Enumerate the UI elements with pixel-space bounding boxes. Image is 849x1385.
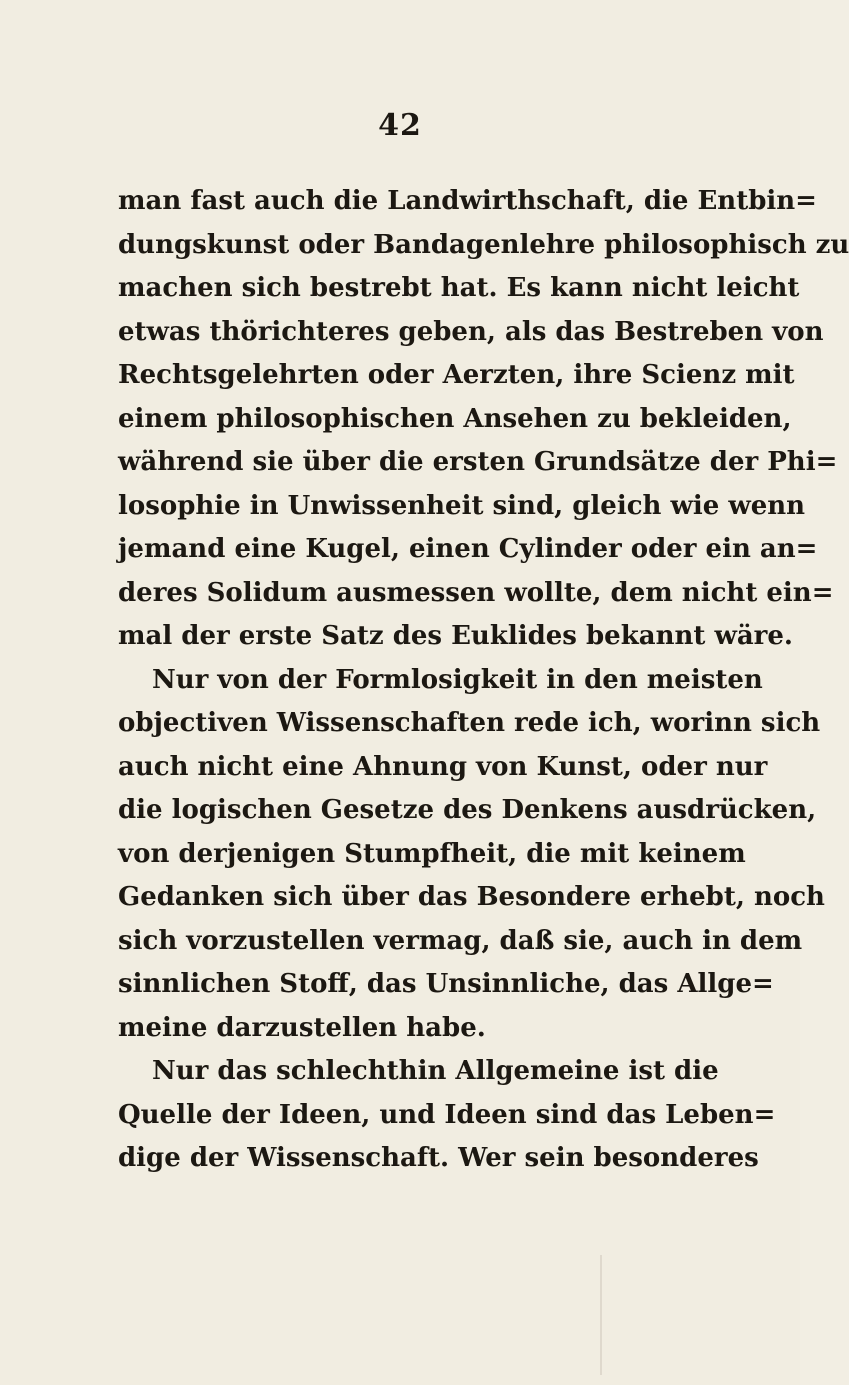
text-line: während sie über die ersten Grundsätze der Phi= (118, 447, 838, 477)
text-line: Rechtsgelehrten oder Aerzten, ihre Scienz mit (118, 360, 795, 390)
text-line: losophie in Unwissenheit sind, gleich wie wenn (118, 490, 806, 521)
ink-bleed-mark (600, 1255, 602, 1375)
paragraph-1 (118, 180, 849, 659)
text-line: Quelle der Ideen, und Ideen sind das Leben= (118, 1099, 776, 1130)
text-line: Nur das schlechthin Allgemeine ist die (152, 1056, 719, 1086)
text-line: meine darzustellen habe. (118, 1012, 486, 1043)
text-line: von derjenigen Stumpfheit, die mit keinem (118, 838, 746, 869)
text-line: etwas thörichteres geben, als das Bestreben von (118, 316, 824, 347)
text-line: man fast auch die Landwirthschaft, die Entbin= (118, 186, 817, 216)
text-line: sinnlichen Stoff, das Unsinnliche, das Allge= (118, 969, 774, 999)
text-line: machen sich bestrebt hat. Es kann nicht leicht (118, 273, 800, 303)
text-line: Gedanken sich über das Besondere erhebt, noch (118, 882, 825, 912)
text-line: dige der Wissenschaft. Wer sein besonderes (118, 1143, 759, 1173)
text-line: Nur von der Formlosigkeit in den meisten (152, 664, 763, 695)
text-line: objectiven Wissenschaften rede ich, worinn sich (118, 708, 821, 738)
text-line: einem philosophischen Ansehen zu bekleiden, (118, 403, 792, 434)
body-text (118, 180, 849, 1181)
text-line: jemand eine Kugel, einen Cylinder oder ein an= (118, 534, 818, 564)
text-line: dungskunst oder Bandagenlehre philosophisch zu (118, 229, 849, 260)
page-number: 42 (378, 108, 422, 143)
text-line: sich vorzustellen vermag, daß sie, auch in dem (118, 925, 803, 956)
text-line: deres Solidum ausmessen wollte, dem nicht ein= (118, 577, 834, 608)
text-line: mal der erste Satz des Euklides bekannt wäre. (118, 621, 793, 651)
text-line: die logischen Gesetze des Denkens ausdrücken, (118, 795, 817, 825)
paragraph-3 (118, 1050, 776, 1181)
text-line: auch nicht eine Ahnung von Kunst, oder nur (118, 751, 768, 782)
paragraph-2 (118, 659, 825, 1051)
